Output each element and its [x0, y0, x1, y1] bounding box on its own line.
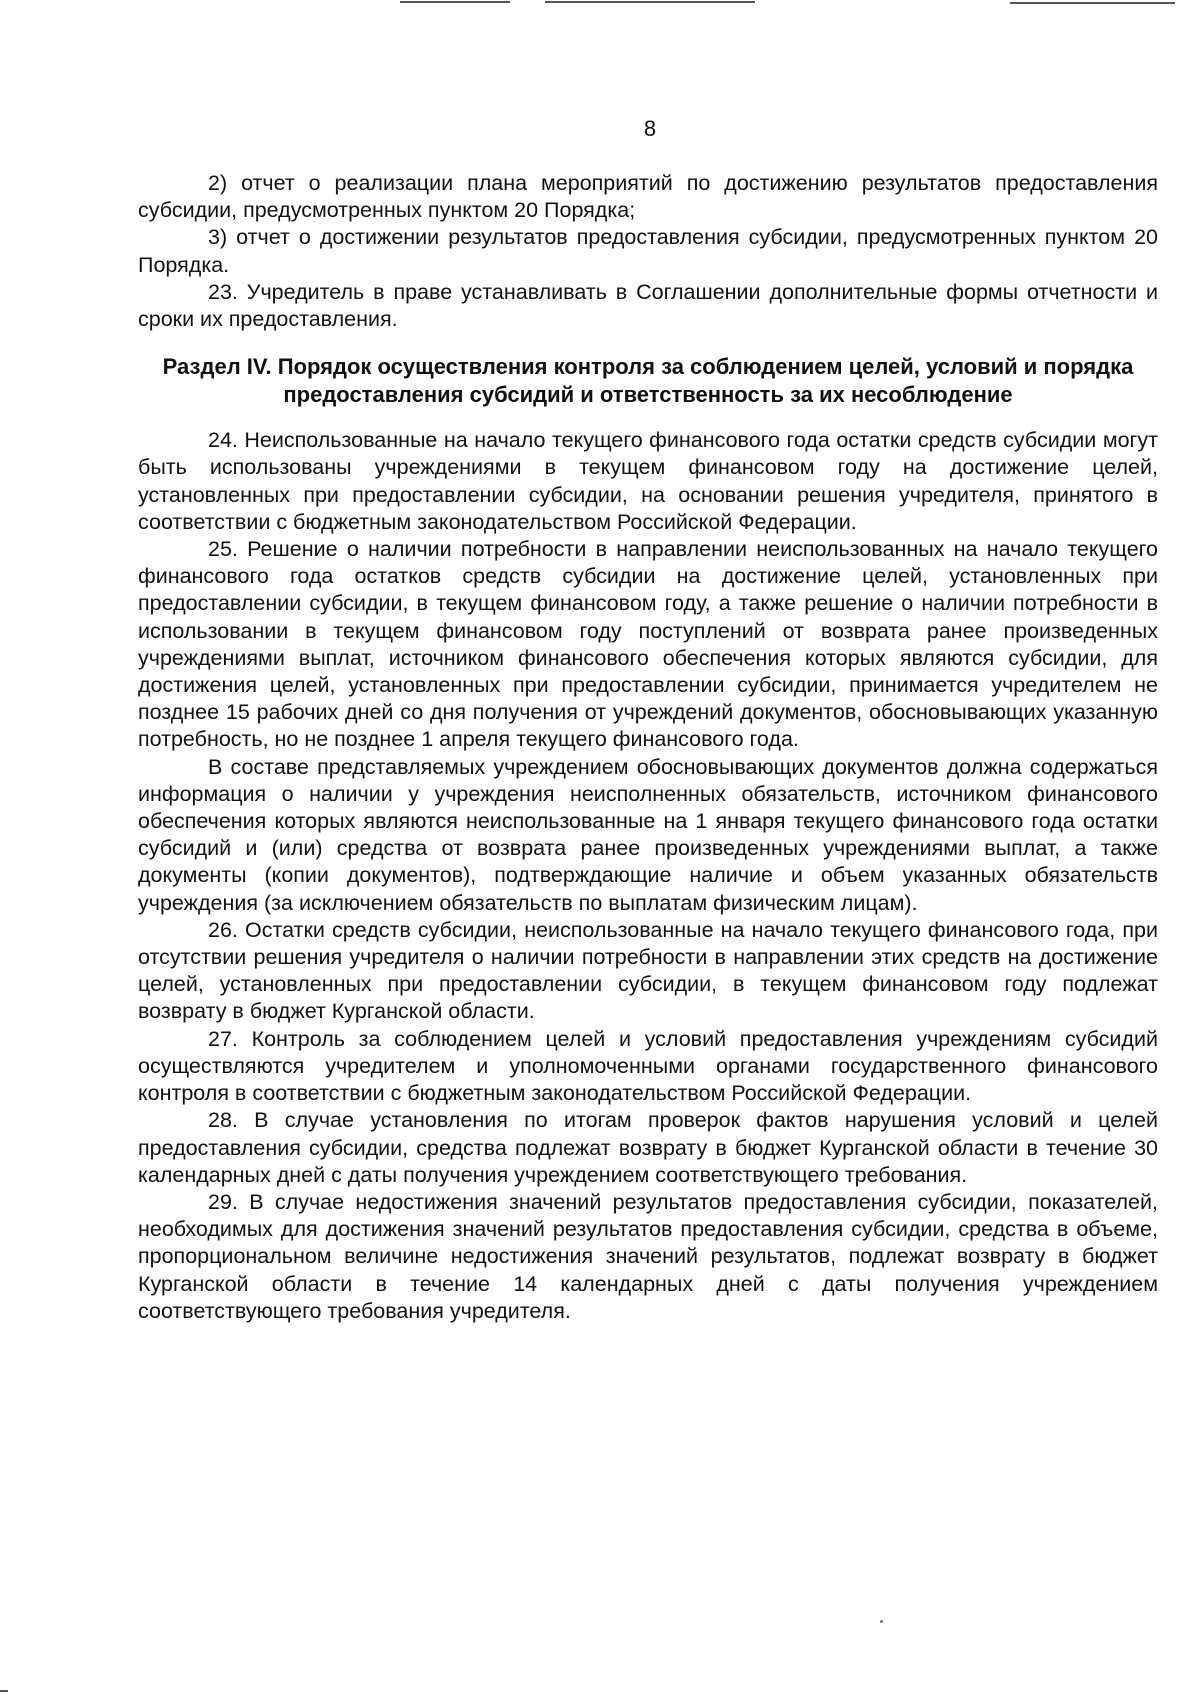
section-heading: Раздел IV. Порядок осуществления контроля за соблюдением целей, условий и порядка предоставления субсидий и ответственность за их несоблюдение — [162, 354, 1134, 408]
scan-artifact-line — [0, 1690, 8, 1692]
page-number: 8 — [643, 116, 657, 141]
paragraph: 29. В случае недостижения значений результатов предоставления субсидии, показателей, необходимых для достижения значений результатов предоставления субсидии, средства в объеме, пропорциональном величине недостижения значений результатов, подлежат возврату в бюджет Курганской области в течение 14 календарных дней с даты получения учреждением соответствующего требования учредителя. — [138, 1189, 1158, 1323]
paragraph: 27. Контроль за соблюдением целей и условий предоставления учреждениям субсидий осуществляются учредителем и уполномоченными органами государственного финансового контроля в соответствии с бюджетным законодательством Российской Федерации. — [138, 1026, 1158, 1106]
paragraph: В составе представляемых учреждением обосновывающих документов должна содержаться информация о наличии у учреждения неисполненных обязательств, источником финансового обеспечения которых являются неиспользованные на 1 января текущего финансового года остатки субсидий и (или) средства от возврата ранее произведенных учреждениями выплат, а также документы (копии документов), подтверждающие наличие и объем указанных обязательств учреждения (за исключением обязательств по выплатам физическим лицам). — [138, 754, 1158, 915]
scan-artifact-speck — [880, 1620, 883, 1623]
paragraph: 25. Решение о наличии потребности в направлении неиспользованных на начало текущего финансового года остатков средств субсидии на достижение целей, установленных при предоставлении субсидии, в текущем финансовом году, а также решение о наличии потребности в использовании в текущем финансовом году поступлений от возврата ранее произведенных учреждениями выплат, источником финансового обеспечения которых являются субсидии, для достижения целей, установленных при предоставлении субсидии, принимается учредителем не позднее 15 рабочих дней со дня получения от учреждений документов, обосновывающих указанную потребность, но не позднее 1 апреля текущего финансового года. — [138, 537, 1158, 752]
document-body — [138, 170, 1158, 1325]
paragraph: 26. Остатки средств субсидии, неиспользованные на начало текущего финансового года, при отсутствии решения учредителя о наличии потребности в направлении этих средств на достижение целей, установленных при предоставлении субсидии, в текущем финансовом году подлежат возврату в бюджет Курганской области. — [138, 917, 1158, 1024]
paragraph: 3) отчет о достижении результатов предоставления субсидии, предусмотренных пунктом 20 Порядка. — [138, 225, 1158, 277]
paragraph: 28. В случае установления по итогам проверок фактов нарушения условий и целей предоставления субсидии, средства подлежат возврату в бюджет Курганской области в течение 30 календарных дней с даты получения учреждением соответствующего требования. — [138, 1108, 1158, 1187]
scan-artifact-line — [1010, 2, 1175, 4]
paragraph: 2) отчет о реализации плана мероприятий по достижению результатов предоставления субсидии, предусмотренных пунктом 20 Порядка; — [138, 171, 1158, 223]
paragraph: 24. Неиспользованные на начало текущего финансового года остатки средств субсидии могут быть использованы учреждениями в текущем финансовом году на достижение целей, установленных при предоставлении субсидии, на основании решения учредителя, принятого в соответствии с бюджетным законодательством Российской Федерации. — [138, 428, 1158, 534]
scan-artifact-line — [400, 1, 510, 3]
paragraph: 23. Учредитель в праве устанавливать в Соглашении дополнительные формы отчетности и сроки их предоставления. — [138, 279, 1158, 332]
scan-artifact-line — [545, 1, 755, 3]
